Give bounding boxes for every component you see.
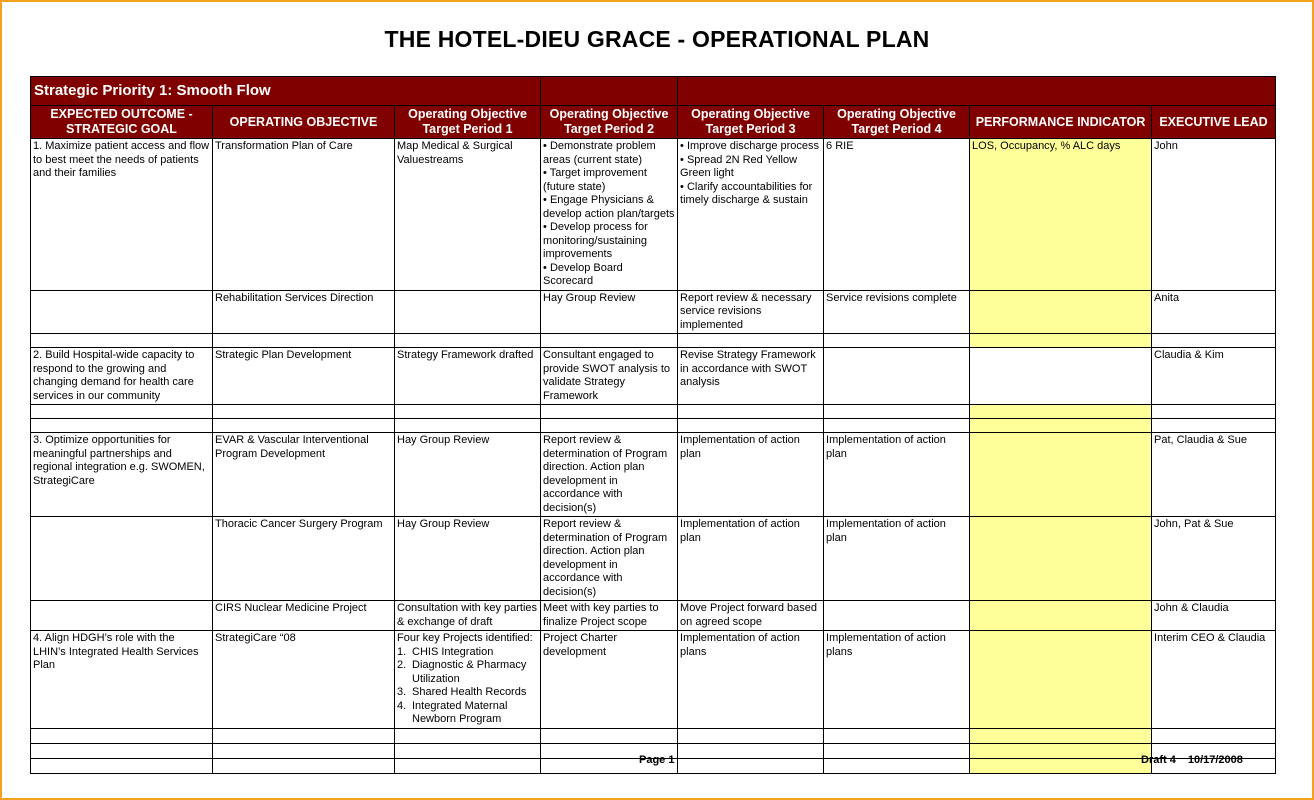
list-item: • Spread 2N Red Yellow Green light [680, 154, 821, 181]
list-item: • Develop Board Scorecard [543, 262, 675, 289]
period1-cell: Consultation with key parties & exchange of draft [395, 601, 541, 631]
goal-cell: 4. Align HDGH’s role with the LHIN’s Integrated Health Services Plan [31, 631, 213, 729]
period1-cell: Map Medical & Surgical Valuestreams [395, 139, 541, 291]
lead-cell: John & Claudia [1152, 601, 1276, 631]
objective-cell: Transformation Plan of Care [213, 139, 395, 291]
table-row [31, 433, 1276, 517]
list-item: • Improve discharge process [680, 140, 821, 154]
period4-cell: Service revisions complete [824, 290, 970, 334]
column-header: Operating Objective Target Period 1 [395, 106, 541, 139]
goal-cell: 2. Build Hospital-wide capacity to respond to the growing and changing demand for health care services in our community [31, 348, 213, 405]
table-row [31, 601, 1276, 631]
table-row [31, 139, 1276, 291]
indicator-cell: LOS, Occupancy, % ALC days [970, 139, 1152, 291]
period3-cell [678, 139, 824, 291]
period3-cell: Implementation of action plan [678, 433, 824, 517]
column-header: OPERATING OBJECTIVE [213, 106, 395, 139]
period3-cell: Report review & necessary service revisions implemented [678, 290, 824, 334]
draft-label: Draft 4 10/17/2008 [1141, 754, 1243, 766]
period1-cell [395, 631, 541, 729]
list-item: 2. Diagnostic & Pharmacy Utilization [397, 659, 527, 685]
table-row [31, 348, 1276, 405]
period4-cell: Implementation of action plan [824, 433, 970, 517]
objective-cell: Thoracic Cancer Surgery Program [213, 517, 395, 601]
lead-cell: John, Pat & Sue [1152, 517, 1276, 601]
column-header: EXPECTED OUTCOME - STRATEGIC GOAL [31, 106, 213, 139]
period1-cell: Hay Group Review [395, 433, 541, 517]
table-row [31, 517, 1276, 601]
strategic-priority-title: Strategic Priority 1: Smooth Flow [31, 77, 541, 106]
period2-cell: Project Charter development [541, 631, 678, 729]
period3-cell: Implementation of action plans [678, 631, 824, 729]
lead-cell: Claudia & Kim [1152, 348, 1276, 405]
draft-date: 10/17/2008 [1187, 754, 1243, 766]
table-row [31, 334, 1276, 348]
period2-cell: Report review & determination of Program direction. Action plan development in accordance with decision(s) [541, 517, 678, 601]
period1-cell: Hay Group Review [395, 517, 541, 601]
period4-cell: 6 RIE [824, 139, 970, 291]
list-item: 4. Integrated Maternal Newborn Program [397, 699, 508, 725]
period3-cell: Move Project forward based on agreed scope [678, 601, 824, 631]
lead-cell: Interim CEO & Claudia [1152, 631, 1276, 729]
list-item: • Demonstrate problem areas (current state) [543, 140, 675, 167]
period1-cell: Strategy Framework drafted [395, 348, 541, 405]
table-row [31, 631, 1276, 729]
page-number: Page 1 [639, 754, 675, 766]
list-item: • Clarify accountabilities for timely discharge & sustain [680, 181, 821, 208]
header-row [31, 106, 1276, 139]
period2-cell: Hay Group Review [541, 290, 678, 334]
table-row [31, 290, 1276, 334]
objective-cell: Strategic Plan Development [213, 348, 395, 405]
column-header: Operating Objective Target Period 4 [824, 106, 970, 139]
period3-cell: Revise Strategy Framework in accordance with SWOT analysis [678, 348, 824, 405]
column-header: PERFORMANCE INDICATOR [970, 106, 1152, 139]
list-item: • Target improvement (future state) [543, 167, 675, 194]
priority-row [31, 77, 1276, 106]
column-header: Operating Objective Target Period 3 [678, 106, 824, 139]
projects-intro: Four key Projects identified: [397, 632, 533, 644]
column-header: EXECUTIVE LEAD [1152, 106, 1276, 139]
column-header: Operating Objective Target Period 2 [541, 106, 678, 139]
objective-cell: StrategiCare “08 [213, 631, 395, 729]
operational-plan-table [30, 76, 1276, 774]
objective-cell: EVAR & Vascular Interventional Program Development [213, 433, 395, 517]
period4-cell: Implementation of action plan [824, 517, 970, 601]
table-row [31, 728, 1276, 743]
list-item: • Engage Physicians & develop action plan/targets [543, 194, 675, 221]
lead-cell: Pat, Claudia & Sue [1152, 433, 1276, 517]
list-item: 3. Shared Health Records [397, 686, 527, 698]
period4-cell: Implementation of action plans [824, 631, 970, 729]
table-row [31, 419, 1276, 433]
period2-cell [541, 139, 678, 291]
list-item: • Develop process for monitoring/sustaining improvements [543, 221, 675, 262]
document-title: THE HOTEL-DIEU GRACE - OPERATIONAL PLAN [384, 26, 930, 52]
period3-cell: Implementation of action plan [678, 517, 824, 601]
period2-cell: Meet with key parties to finalize Project scope [541, 601, 678, 631]
table-row [31, 405, 1276, 419]
lead-cell: Anita [1152, 290, 1276, 334]
goal-cell: 3. Optimize opportunities for meaningful partnerships and regional integration e.g. SWOMEN, StrategiCare [31, 433, 213, 517]
list-item: 1. CHIS Integration [397, 645, 494, 658]
period2-cell: Consultant engaged to provide SWOT analysis to validate Strategy Framework [541, 348, 678, 405]
objective-cell: CIRS Nuclear Medicine Project [213, 601, 395, 631]
lead-cell: John [1152, 139, 1276, 291]
objective-cell: Rehabilitation Services Direction [213, 290, 395, 334]
goal-cell: 1. Maximize patient access and flow to best meet the needs of patients and their families [31, 139, 213, 291]
period2-cell: Report review & determination of Program direction. Action plan development in accordance with decision(s) [541, 433, 678, 517]
